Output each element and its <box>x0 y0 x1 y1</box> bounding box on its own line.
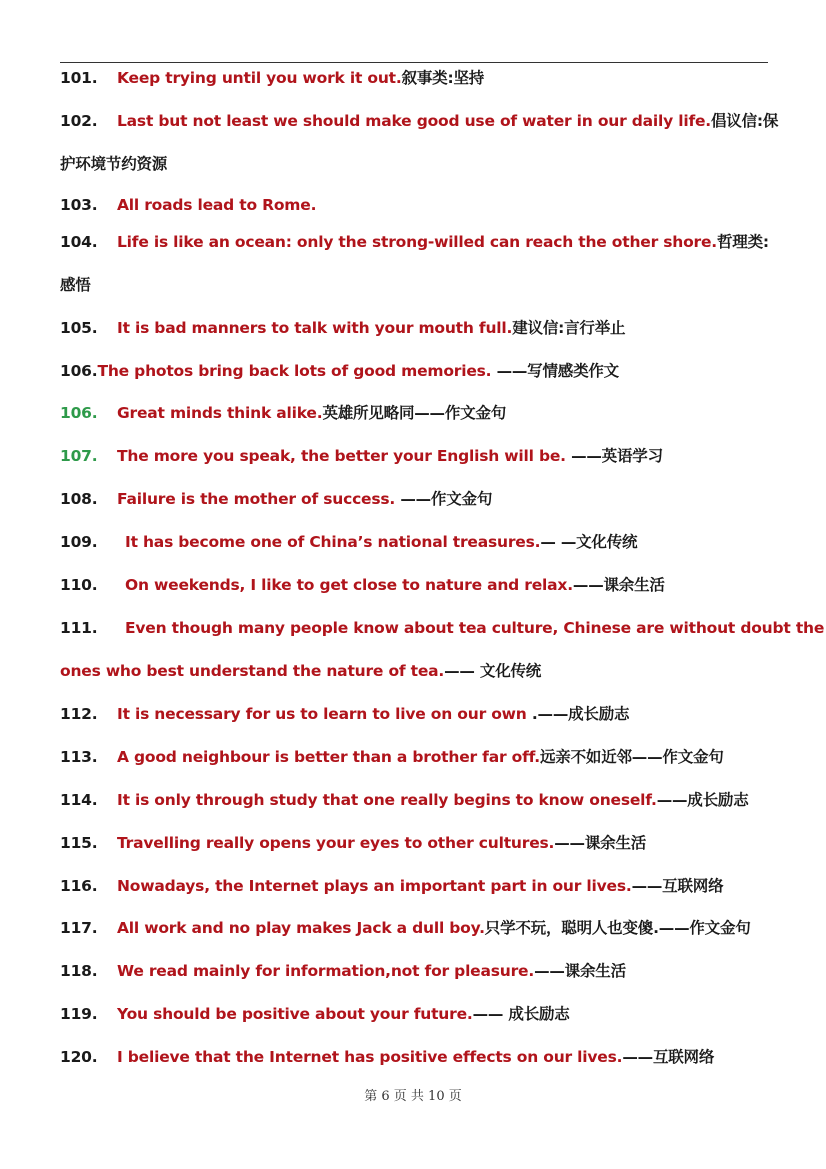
item-number: 119. <box>60 1005 98 1023</box>
english-sentence: Last but not least we should make good use of water in our daily life. <box>117 112 711 130</box>
english-sentence: The more you speak, the better your English will be. <box>117 447 566 465</box>
item-number: 103. <box>60 196 98 214</box>
english-sentence: Keep trying until you work it out. <box>117 69 402 87</box>
english-sentence: You should be positive about your future. <box>117 1005 473 1023</box>
english-sentence: Great minds think alike. <box>117 404 323 422</box>
chinese-category: 英雄所见略同——作文金句 <box>322 404 507 422</box>
english-sentence: Failure is the mother of success. <box>117 490 396 508</box>
english-sentence: A good neighbour is better than a brother far off. <box>117 748 540 766</box>
english-sentence: The photos bring back lots of good memories. <box>97 362 492 380</box>
chinese-category: 哲理类: <box>717 233 769 251</box>
chinese-category-continued: 感悟 <box>60 276 91 294</box>
sentence-item-101 <box>60 68 780 88</box>
chinese-category: 只学不玩，聪明人也变傻.——作文金句 <box>484 919 751 937</box>
english-sentence: It is bad manners to talk with your mouth full. <box>117 319 513 337</box>
sentence-item-103 <box>60 195 780 215</box>
english-sentence: All roads lead to Rome. <box>117 196 317 214</box>
chinese-category: — —文化传统 <box>540 533 638 551</box>
sentence-item-106b <box>60 403 780 423</box>
english-sentence: It is necessary for us to learn to live on our own <box>117 705 527 723</box>
chinese-category: 倡议信:保 <box>711 112 779 130</box>
chinese-category: 叙事类:坚持 <box>401 69 485 87</box>
chinese-category: ——课余生活 <box>554 834 647 852</box>
sentence-item-104 <box>60 232 780 252</box>
sentence-item-115 <box>60 833 780 853</box>
sentence-item-106a <box>60 361 780 381</box>
english-sentence: It is only through study that one really begins to know oneself. <box>117 791 657 809</box>
item-number: 114. <box>60 791 98 809</box>
english-sentence: On weekends, I like to get close to nature and relax. <box>125 576 573 594</box>
sentence-item-104-continued <box>60 275 780 295</box>
item-number: 105. <box>60 319 98 337</box>
item-number: 111. <box>60 619 98 637</box>
sentence-item-114 <box>60 790 780 810</box>
english-sentence: Life is like an ocean: only the strong-willed can reach the other shore. <box>117 233 717 251</box>
item-number: 112. <box>60 705 98 723</box>
sentence-item-102 <box>60 111 780 131</box>
item-number: 107. <box>60 447 98 465</box>
sentence-item-116 <box>60 876 780 896</box>
item-number: 108. <box>60 490 98 508</box>
chinese-category: 远亲不如近邻——作文金句 <box>540 748 724 766</box>
item-number: 101. <box>60 69 98 87</box>
sentence-item-113 <box>60 747 780 767</box>
item-number: 117. <box>60 919 98 937</box>
sentence-item-120 <box>60 1047 780 1067</box>
chinese-category: ——课余生活 <box>534 962 626 980</box>
item-number: 109. <box>60 533 98 551</box>
chinese-category: ——互联网络 <box>631 877 724 895</box>
item-number: 110. <box>60 576 98 594</box>
english-sentence-continued: ones who best understand the nature of tea. <box>60 662 445 680</box>
english-sentence: It has become one of China’s national treasures. <box>125 533 541 551</box>
chinese-category: ——英语学习 <box>571 447 663 465</box>
english-sentence: Travelling really opens your eyes to other cultures. <box>117 834 555 852</box>
chinese-category: —— 成长励志 <box>472 1005 570 1023</box>
sentence-item-119 <box>60 1004 780 1024</box>
sentence-item-118 <box>60 961 780 981</box>
item-number: 118. <box>60 962 98 980</box>
sentence-item-108 <box>60 489 780 509</box>
item-number: 106. <box>60 404 98 422</box>
sentence-item-112 <box>60 704 780 724</box>
english-sentence: All work and no play makes Jack a dull boy. <box>117 919 485 937</box>
item-number: 116. <box>60 877 98 895</box>
chinese-category: ——课余生活 <box>572 576 665 594</box>
sentence-item-107 <box>60 446 780 466</box>
chinese-category: —— 文化传统 <box>444 662 542 680</box>
english-sentence: We read mainly for information,not for pleasure. <box>117 962 535 980</box>
item-number: 102. <box>60 112 98 130</box>
english-sentence: Even though many people know about tea culture, Chinese are without doubt the <box>125 619 825 637</box>
sentence-item-111-continued <box>60 661 780 681</box>
english-sentence: I believe that the Internet has positive effects on our lives. <box>117 1048 623 1066</box>
item-number: 115. <box>60 834 98 852</box>
item-number: 120. <box>60 1048 98 1066</box>
sentence-item-117 <box>60 918 780 938</box>
chinese-category-continued: 护环境节约资源 <box>60 155 168 173</box>
chinese-category: ——成长励志 <box>656 791 749 809</box>
item-number: 104. <box>60 233 98 251</box>
chinese-category: ——作文金句 <box>400 490 493 508</box>
chinese-category: .——成长励志 <box>531 705 630 723</box>
sentence-item-111 <box>60 618 825 638</box>
english-sentence: Nowadays, the Internet plays an important part in our lives. <box>117 877 632 895</box>
chinese-category: 建议信:言行举止 <box>512 319 626 337</box>
sentence-item-109 <box>60 532 780 552</box>
header-rule <box>60 62 768 63</box>
page-footer: 第 6 页 共 10 页 <box>364 1089 462 1104</box>
sentence-item-110 <box>60 575 780 595</box>
sentence-item-102-continued <box>60 154 780 174</box>
chinese-category: ——互联网络 <box>622 1048 715 1066</box>
chinese-category: ——写情感类作文 <box>496 362 619 380</box>
item-number: 106. <box>60 362 98 380</box>
item-number: 113. <box>60 748 98 766</box>
sentence-item-105 <box>60 318 780 338</box>
